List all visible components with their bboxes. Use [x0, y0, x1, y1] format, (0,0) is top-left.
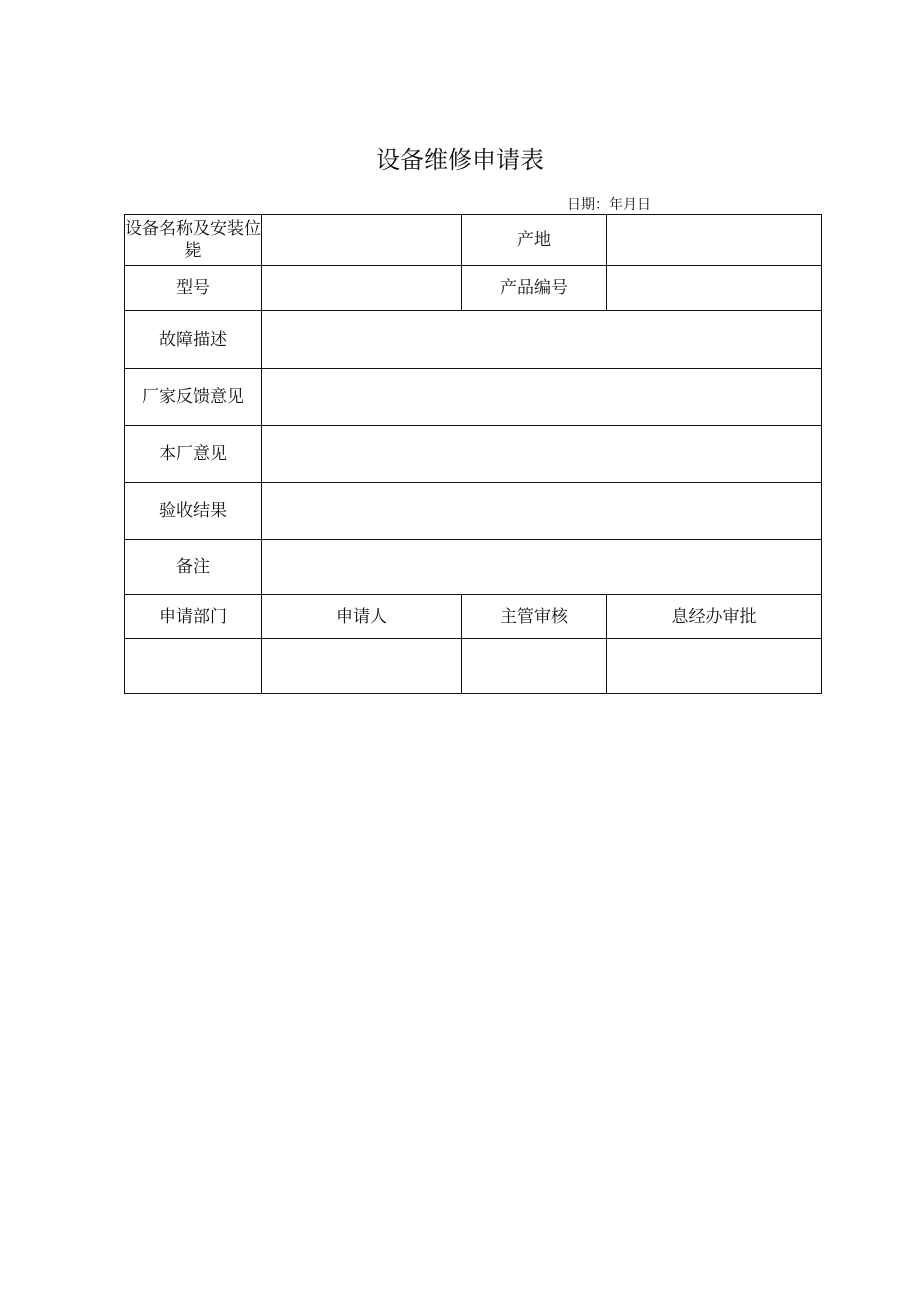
table-row — [125, 369, 822, 426]
date-label: 日期：年月日 — [567, 197, 651, 213]
office-label: 息经办审批 — [607, 595, 822, 639]
equipment-name-label: 设备名称及安装位毙 — [125, 215, 262, 266]
origin-label: 产地 — [462, 215, 607, 266]
table-row — [125, 595, 822, 639]
fault-label: 故障描述 — [125, 311, 262, 369]
office-field[interactable] — [607, 639, 822, 694]
table-row — [125, 215, 822, 266]
remarks-field[interactable] — [262, 540, 822, 595]
serial-field[interactable] — [607, 266, 822, 311]
supervisor-field[interactable] — [462, 639, 607, 694]
table-row — [125, 639, 822, 694]
acceptance-label: 验收结果 — [125, 483, 262, 540]
origin-field[interactable] — [607, 215, 822, 266]
repair-request-table — [124, 214, 822, 694]
vendor-feedback-field[interactable] — [262, 369, 822, 426]
page-title: 设备维修申请表 — [376, 146, 544, 174]
equipment-name-field[interactable] — [262, 215, 462, 266]
vendor-feedback-label: 厂家反馈意见 — [125, 369, 262, 426]
acceptance-field[interactable] — [262, 483, 822, 540]
model-field[interactable] — [262, 266, 462, 311]
remarks-label: 备注 — [125, 540, 262, 595]
table-row — [125, 426, 822, 483]
serial-label: 产品编号 — [462, 266, 607, 311]
plant-opinion-field[interactable] — [262, 426, 822, 483]
table-row — [125, 311, 822, 369]
dept-field[interactable] — [125, 639, 262, 694]
table-row — [125, 540, 822, 595]
model-label: 型号 — [125, 266, 262, 311]
plant-opinion-label: 本厂意见 — [125, 426, 262, 483]
table-row — [125, 266, 822, 311]
fault-field[interactable] — [262, 311, 822, 369]
supervisor-label: 主管审核 — [462, 595, 607, 639]
applicant-field[interactable] — [262, 639, 462, 694]
table-row — [125, 483, 822, 540]
dept-label: 申请部门 — [125, 595, 262, 639]
applicant-label: 申请人 — [262, 595, 462, 639]
